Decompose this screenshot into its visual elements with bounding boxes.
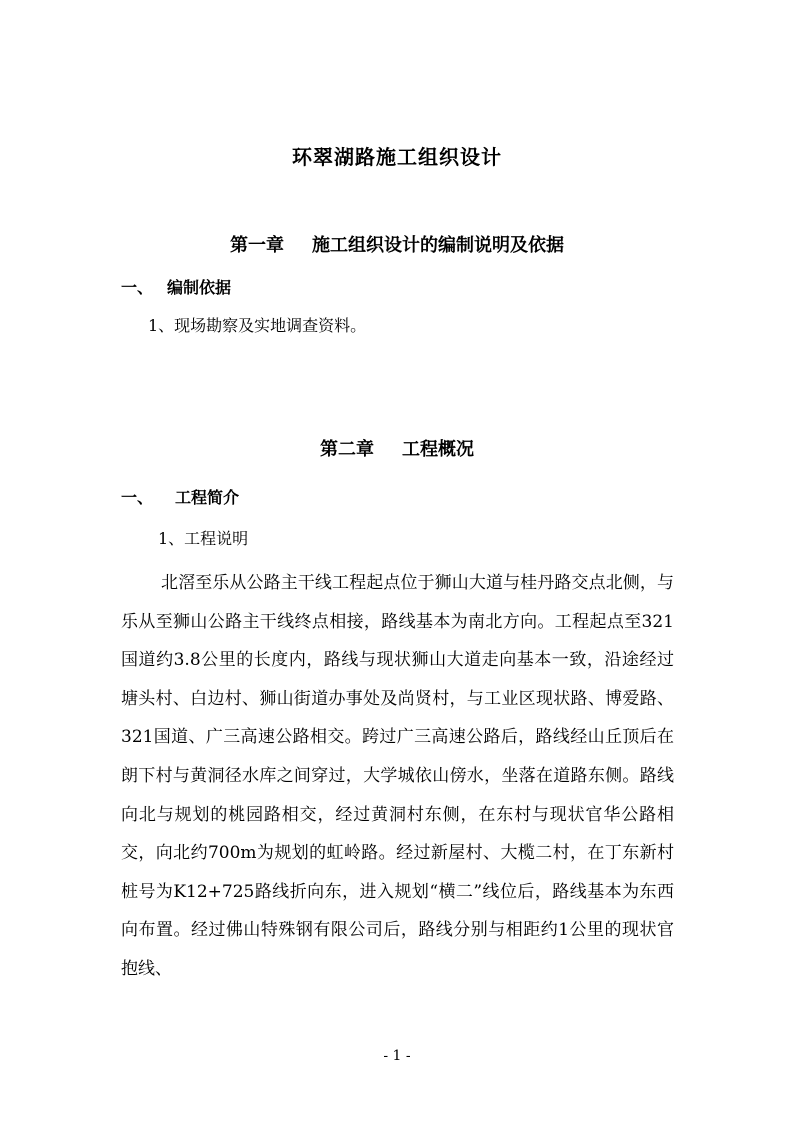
section-2-1-title: 工程简介 <box>175 488 240 507</box>
section-1-1-number: 一、 <box>121 278 154 297</box>
section-1-1-item-1: 1、现场勘察及实地调查资料。 <box>148 316 367 335</box>
chapter-1-title: 施工组织设计的编制说明及依据 <box>312 235 564 256</box>
chapter-1-label: 第一章 <box>230 235 284 256</box>
chapter-2-heading <box>0 435 794 461</box>
section-2-1-number: 一、 <box>121 488 154 507</box>
section-2-1-item-1: 1、工程说明 <box>158 529 249 548</box>
chapter-2-title: 工程概况 <box>402 439 474 460</box>
chapter-1-heading <box>0 231 794 257</box>
document-title: 环翠湖路施工组织设计 <box>292 145 502 169</box>
section-2-1-heading <box>121 485 239 508</box>
section-1-1-heading <box>121 275 231 298</box>
project-description-paragraph: 北滘至乐从公路主干线工程起点位于狮山大道与桂丹路交点北侧，与乐从至狮山公路主干线终点相接，路线基本为南北方向。工程起点至321国道约3.8公里的长度内，路线与现状狮山大道走向基本一致，沿途经过塘头村、白边村、狮山街道办事处及尚贤村，与工业区现状路、博爱路、321国道、广三高速公路相交。跨过广三高速公路后，路线经山丘顶后在朗下村与黄洞径水库之间穿过，大学城依山傍水，坐落在道路东侧。路线向北与规划的桃园路相交，经过黄洞村东侧，在东村与现状官华公路相交，向北约700m为规划的虹岭路。经过新屋村、大榄二村，在丁东新村桩号为K12+725路线折向东，进入规划“横二”线位后，路线基本为东西向布置。经过佛山特殊钢有限公司后，路线分别与相距约1公里的现状官抱线、 <box>121 573 674 979</box>
section-1-1-title: 编制依据 <box>167 278 232 297</box>
page-number: - 1 - <box>383 1048 411 1064</box>
chapter-2-label: 第二章 <box>320 439 374 460</box>
